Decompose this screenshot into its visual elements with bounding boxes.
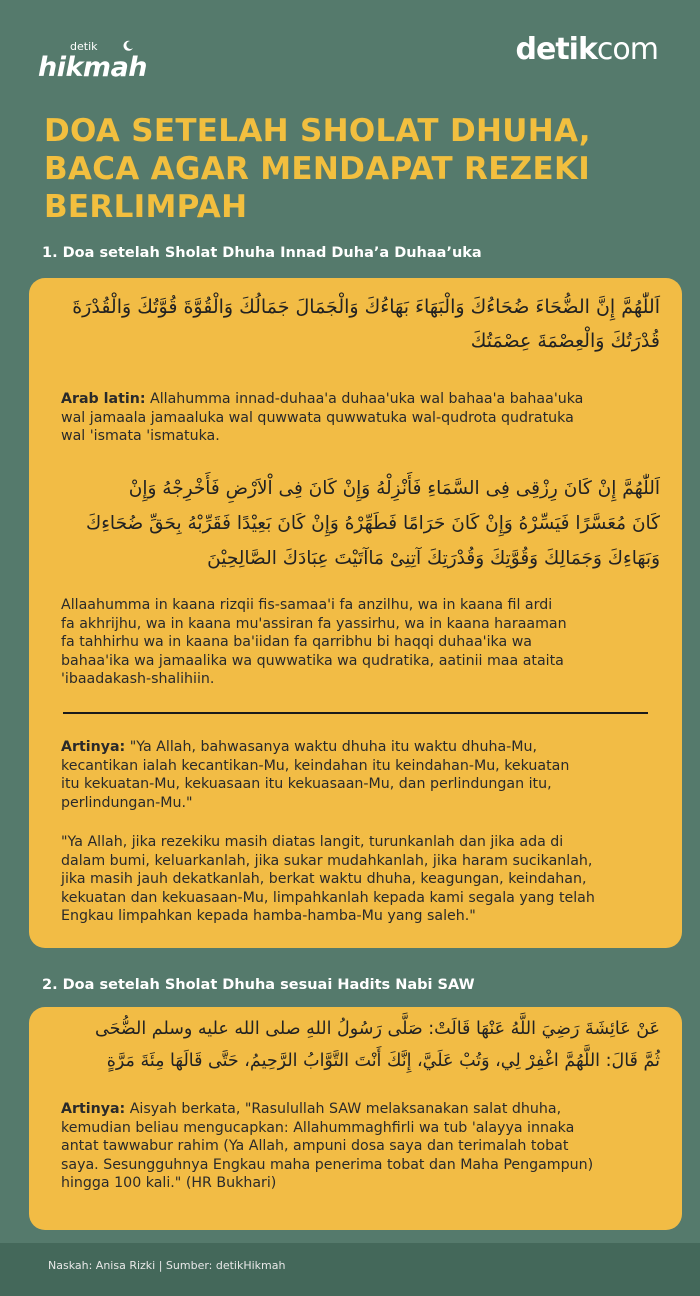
section2-heading: 2. Doa setelah Sholat Dhuha sesuai Hadits Nabi SAW [42,977,475,993]
meaning-line: "Ya Allah, bahwasanya waktu dhuha itu waktu dhuha-Mu, [125,739,538,755]
meaning-line: itu kekuatan-Mu, kekuasaan itu kekuasaan-Mu, dan perlindungan itu, [61,776,552,792]
arabic-line: قُدْرَتُكَ وَالْعِصْمَةَ عِصْمَتُكَ [470,330,660,352]
latin-line: 'ibaadakash-shalihiin. [61,671,215,687]
divider [63,712,648,714]
logo-main-text: detik [515,32,597,67]
logo-suffix-text: com [596,32,658,67]
arabic-line: ثُمَّ قَالَ: اللَّهُمَّ اغْفِرْ لِي، وَتُبْ عَلَيَّ، إِنَّكَ أَنْتَ التَّوَّابُ الرَّحِيمُ، حَتَّى قَالَهَا مِئَةَ مَرَّةٍ [106,1051,660,1071]
latin-line: fa tahhirhu wa in kaana ba'iidan fa qarribhu bi haqqi duhaa'ika wa [61,634,532,650]
latin-line: bahaa'ika wa jamaalika wa quwwatika wa qudratika, aatinii maa ataita [61,652,564,669]
footer-credit: Naskah: Anisa Rizki | Sumber: detikHikmah [48,1259,286,1272]
arabic-line: كَانَ مُعَسَّرًا فَيَسِّرْهُ وَإِنْ كَانَ حَرَامًا فَطَهِّرْهُ وَإِنْ كَانَ بَعِيْدًا فَقَرِّبْهُ بِحَقِّ ضُحَاءِكَ [85,513,660,534]
meaning-line: kecantikan ialah kecantikan-Mu, keindahan itu keindahan-Mu, kekuatan [61,757,570,774]
meaning-text-2 [61,833,595,926]
latin-line: Allaahumma in kaana rizqii fis-samaa'i fa anzilhu, wa in kaana fil ardi [61,597,553,613]
logo-small-text: detik [70,40,98,53]
meaning-line: hingga 100 kali." (HR Bukhari) [61,1175,277,1191]
meaning-line: Engkau limpahkan kepada hamba-hamba-Mu yang saleh." [61,908,476,924]
logo-big-text: hikmah [38,52,148,83]
section1-heading: 1. Doa setelah Sholat Dhuha Innad Duha’a Duhaa’uka [42,245,482,261]
title-line: BACA AGAR MENDAPAT REZEKI [44,151,591,187]
meaning-line: "Ya Allah, jika rezekiku masih diatas langit, turunkanlah dan jika ada di [61,834,564,850]
section1-card [29,278,682,948]
latin-line: wal 'ismata 'ismatuka. [61,428,220,444]
arabic-line: عَنْ عَائِشَةَ رَضِيَ اللَّهُ عَنْهَا قَالَتْ: صَلَّى رَسُولُ اللهِ صلى الله عليه وسلم الضُّحَى [94,1019,660,1039]
meaning-line: saya. Sesungguhnya Engkau maha penerima tobat dan Maha Pengampun) [61,1156,594,1173]
page-title [44,112,664,226]
meaning-line: antat tawwabur rahim (Ya Allah, ampuni dosa saya dan terimalah tobat [61,1138,569,1154]
title-line: DOA SETELAH SHOLAT DHUHA, [44,113,591,149]
crescent-moon-icon [122,40,134,52]
meaning-label: Artinya: [61,739,126,755]
arabic-line: اَللّٰهُمَّ إِنْ كَانَ رِزْقِى فِى السَّمَاءِ فَأَنْزِلْهُ وَإِنْ كَانَ فِى اْلاَرْضِ فَأَخْرِجْهُ وَإِنْ [128,478,660,499]
footer [0,1243,700,1296]
meaning-label: Artinya: [61,1101,126,1117]
meaning-line: kekuatan dan kekuasaan-Mu, limpahkanlah kepada kami segala yang telah [61,889,595,906]
meaning-line: Aisyah berkata, "Rasulullah SAW melaksanakan salat dhuha, [125,1101,562,1117]
title-line: BERLIMPAH [44,189,248,225]
latin-line: wal jamaala jamaaluka wal quwwata quwwatuka wal-qudrota qudratuka [61,409,574,426]
meaning-line: kemudian beliau mengucapkan: Allahummaghfirli wa tub 'alayya innaka [61,1119,575,1136]
latin-text-1 [61,390,583,446]
arabic-line: اَللّٰهُمَّ إِنَّ الضُّحَاءَ ضُحَاءُكَ وَالْبَهَاءَ بَهَاءُكَ وَالْجَمَالَ جَمَالُكَ وَالْقُوَّةَ قُوَّتُكَ وَالْقُدْرَةَ [72,296,660,318]
latin-line: Allahumma innad-duhaa'a duhaa'uka wal bahaa'a bahaa'uka [145,391,584,407]
detikcom-logo [516,32,658,67]
latin-line: fa akhrijhu, wa in kaana mu'assiran fa yassirhu, wa in kaana haraaman [61,615,567,632]
arabic-line: وَبَهَاءِكَ وَجَمَالِكَ وَقُوَّتِكَ وَقُدْرَتِكَ آتِنِىْ مَاآتَيْتَ عِبَادَكَ الصَّالِحِيْنَ [207,548,660,569]
meaning-text-1 [61,738,569,812]
meaning-line: dalam bumi, keluarkanlah, jika sukar mudahkanlah, jika haram sucikanlah, [61,852,593,869]
latin-label: Arab latin: [61,391,146,407]
section2-card [29,1007,682,1230]
meaning-line: jika masih jauh dekatkanlah, berkat waktu dhuha, keagungan, keindahan, [61,871,587,887]
meaning-line: perlindungan-Mu." [61,794,193,811]
latin-text-2 [61,596,567,689]
meaning-text-3 [61,1100,593,1193]
